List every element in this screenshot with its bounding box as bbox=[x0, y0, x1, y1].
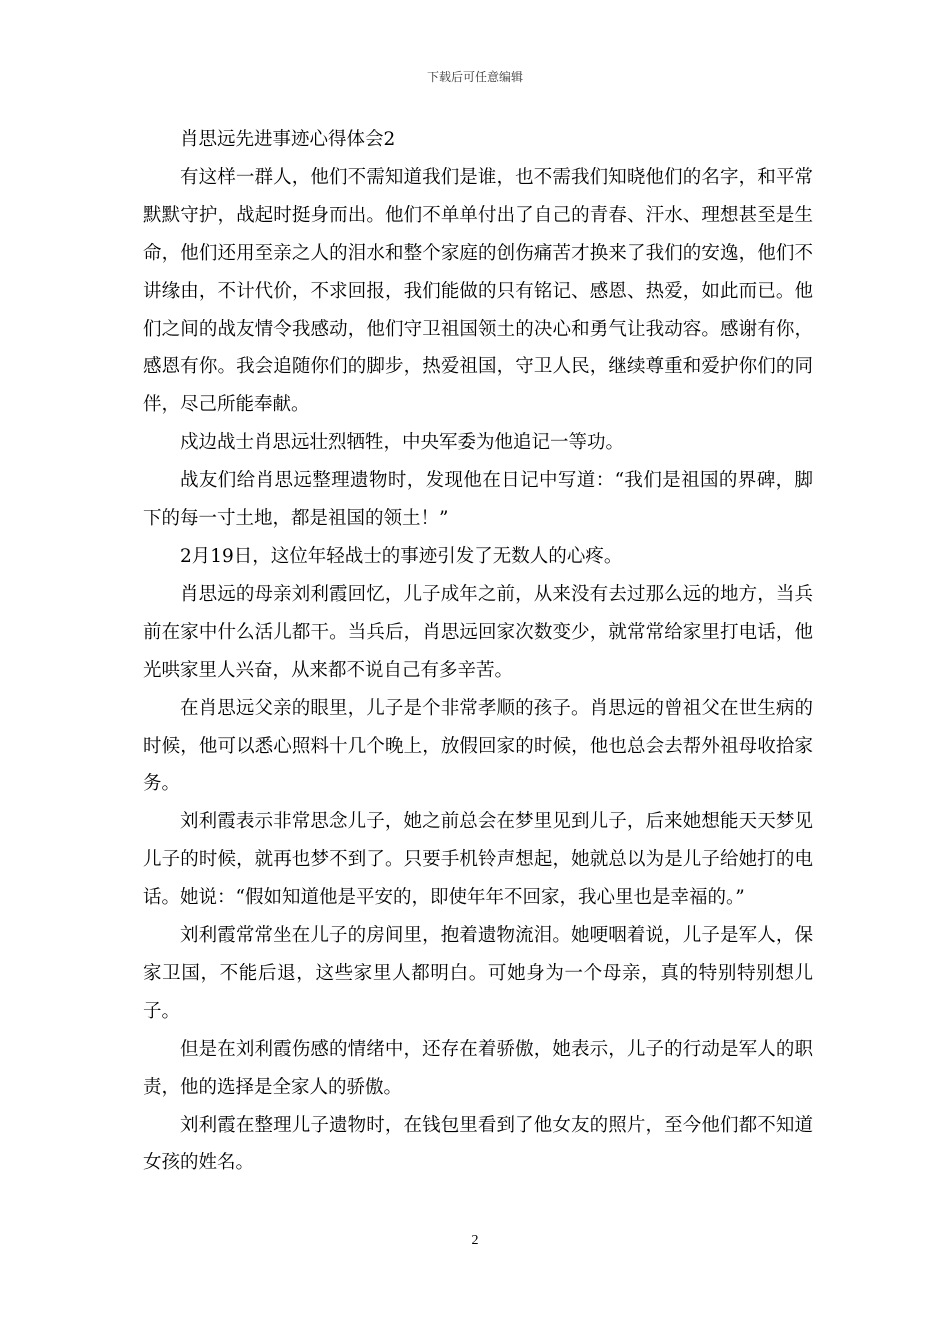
paragraph: 但是在刘利霞伤感的情绪中，还存在着骄傲，她表示，儿子的行动是军人的职责，他的选择是全家人的骄傲。 bbox=[143, 1038, 813, 1098]
document-body bbox=[143, 121, 813, 1182]
paragraph: 有这样一群人，他们不需知道我们是谁，也不需我们知晓他们的名字，和平常默默守护，战起时挺身而出。他们不单单付出了自己的青春、汗水、理想甚至是生命，他们还用至亲之人的泪水和整个家庭的创伤痛苦才换来了我们的安逸，他们不讲缘由，不计代价，不求回报，我们能做的只有铭记、感恩、热爱，如此而已。他们之间的战友情令我感动，他们守卫祖国领土的决心和勇气让我动容。感谢有你，感恩有你。我会追随你们的脚步，热爱祖国，守卫人民，继续尊重和爱护你们的同伴，尽己所能奉献。 bbox=[143, 166, 813, 416]
document-title: 肖思远先进事迹心得体会2 bbox=[180, 129, 396, 150]
paragraph: 刘利霞在整理儿子遗物时，在钱包里看到了他女友的照片，至今他们都不知道女孩的姓名。 bbox=[143, 1114, 813, 1174]
paragraph: 刘利霞常常坐在儿子的房间里，抱着遗物流泪。她哽咽着说，儿子是军人，保家卫国，不能后退，这些家里人都明白。可她身为一个母亲，真的特别特别想儿子。 bbox=[143, 925, 813, 1022]
paragraph: 肖思远的母亲刘利霞回忆，儿子成年之前，从来没有去过那么远的地方，当兵前在家中什么活儿都干。当兵后，肖思远回家次数变少，就常常给家里打电话，他光哄家里人兴奋，从来都不说自己有多辛苦。 bbox=[143, 583, 813, 681]
paragraph: 戍边战士肖思远壮烈牺牲，中央军委为他追记一等功。 bbox=[180, 432, 625, 454]
paragraph: 战友们给肖思远整理遗物时，发现他在日记中写道：“我们是祖国的界碑，脚下的每一寸土地，都是祖国的领土！” bbox=[143, 470, 813, 530]
page-header: 下载后可任意编辑 bbox=[426, 70, 523, 84]
paragraph: 刘利霞表示非常思念儿子，她之前总会在梦里见到儿子，后来她想能天天梦见儿子的时候，就再也梦不到了。只要手机铃声想起，她就总以为是儿子给她打的电话。她说：“假如知道他是平安的，即使年年不回家，我心里也是幸福的。” bbox=[143, 811, 813, 909]
page-number: 2 bbox=[471, 1233, 479, 1248]
paragraph: 在肖思远父亲的眼里，儿子是个非常孝顺的孩子。肖思远的曾祖父在世生病的时候，他可以悉心照料十几个晚上，放假回家的时候，他也总会去帮外祖母收拾家务。 bbox=[143, 697, 813, 795]
paragraph: 2月19日，这位年轻战士的事迹引发了无数人的心疼。 bbox=[180, 545, 623, 567]
